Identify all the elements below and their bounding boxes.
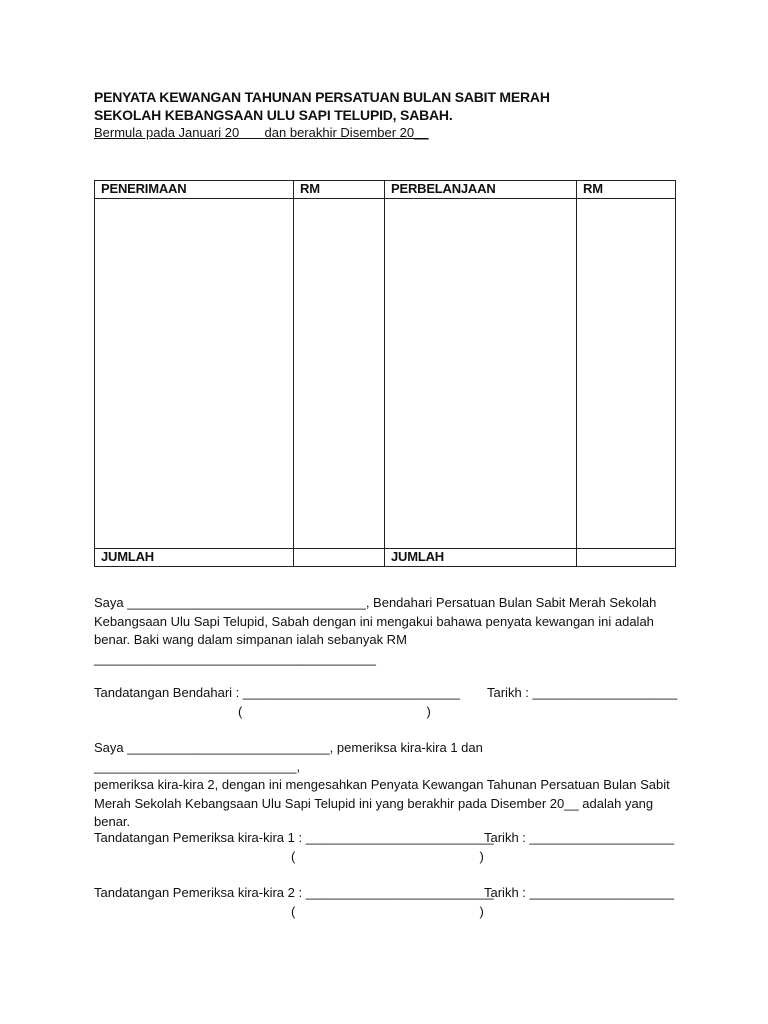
expenses-total-label: JUMLAH xyxy=(385,549,577,567)
receipts-total-amount[interactable] xyxy=(294,549,385,567)
auditor-statement-line-2: pemeriksa kira-kira 2, dengan ini mengesahkan Penyata Kewangan Tahunan Persatuan Bulan Sabit xyxy=(94,777,670,792)
treasurer-statement-line-1: Saya _________________________________, Bendahari Persatuan Bulan Sabit Merah Sekolah xyxy=(94,595,657,610)
auditor-statement xyxy=(94,739,684,832)
expenses-cell[interactable] xyxy=(385,199,577,549)
auditor-statement-line-3: Merah Sekolah Kebangsaan Ulu Sapi Telupid ini yang berakhir pada Disember 20__ adalah yang xyxy=(94,795,654,811)
auditor1-name-brackets: ( ) xyxy=(291,849,484,864)
expenses-amount-cell[interactable] xyxy=(577,199,676,549)
treasurer-name-brackets: ( ) xyxy=(238,704,431,719)
auditor1-date-field: Tarikh : ____________________ xyxy=(484,830,675,845)
auditor2-date-field: Tarikh : ____________________ xyxy=(484,885,675,900)
financial-statement-table xyxy=(94,180,676,567)
receipts-cell[interactable] xyxy=(95,199,294,549)
auditor-statement-line-4: benar. xyxy=(94,814,131,829)
treasurer-statement-line-3: benar. Baki wang dalam simpanan ialah sebanyak RM _______________________________________ xyxy=(94,632,411,666)
treasurer-signature-field: Tandatangan Bendahari : ______________________________ xyxy=(94,685,460,700)
rm-header-1: RM xyxy=(294,181,385,199)
expenses-header: PERBELANJAAN xyxy=(385,181,577,199)
auditor2-signature-field: Tandatangan Pemeriksa kira-kira 2 : __________________________ xyxy=(94,885,494,900)
rm-header-2: RM xyxy=(577,181,676,199)
expenses-total-amount[interactable] xyxy=(577,549,676,567)
treasurer-statement-line-2: Kebangsaan Ulu Sapi Telupid, Sabah dengan ini mengakui bahawa penyata kewangan ini adalah xyxy=(94,613,654,629)
document-title-line-1: PENYATA KEWANGAN TAHUNAN PERSATUAN BULAN SABIT MERAH xyxy=(94,89,550,105)
table-header-row xyxy=(95,181,676,199)
receipts-header: PENERIMAAN xyxy=(95,181,294,199)
treasurer-statement xyxy=(94,594,684,668)
document-title-line-2: SEKOLAH KEBANGSAAN ULU SAPI TELUPID, SABAH. xyxy=(94,107,453,123)
auditor-statement-line-1: Saya ____________________________, pemeriksa kira-kira 1 dan ____________________________, xyxy=(94,740,487,774)
period-text: Bermula pada Januari 20 dan berakhir Disember 20__ xyxy=(94,125,429,140)
receipts-total-label: JUMLAH xyxy=(95,549,294,567)
table-body-row xyxy=(95,199,676,549)
treasurer-date-field: Tarikh : ____________________ xyxy=(487,685,678,700)
auditor1-signature-field: Tandatangan Pemeriksa kira-kira 1 : __________________________ xyxy=(94,830,494,845)
table-total-row xyxy=(95,549,676,567)
receipts-amount-cell[interactable] xyxy=(294,199,385,549)
period-statement xyxy=(94,125,429,140)
auditor2-name-brackets: ( ) xyxy=(291,904,484,919)
